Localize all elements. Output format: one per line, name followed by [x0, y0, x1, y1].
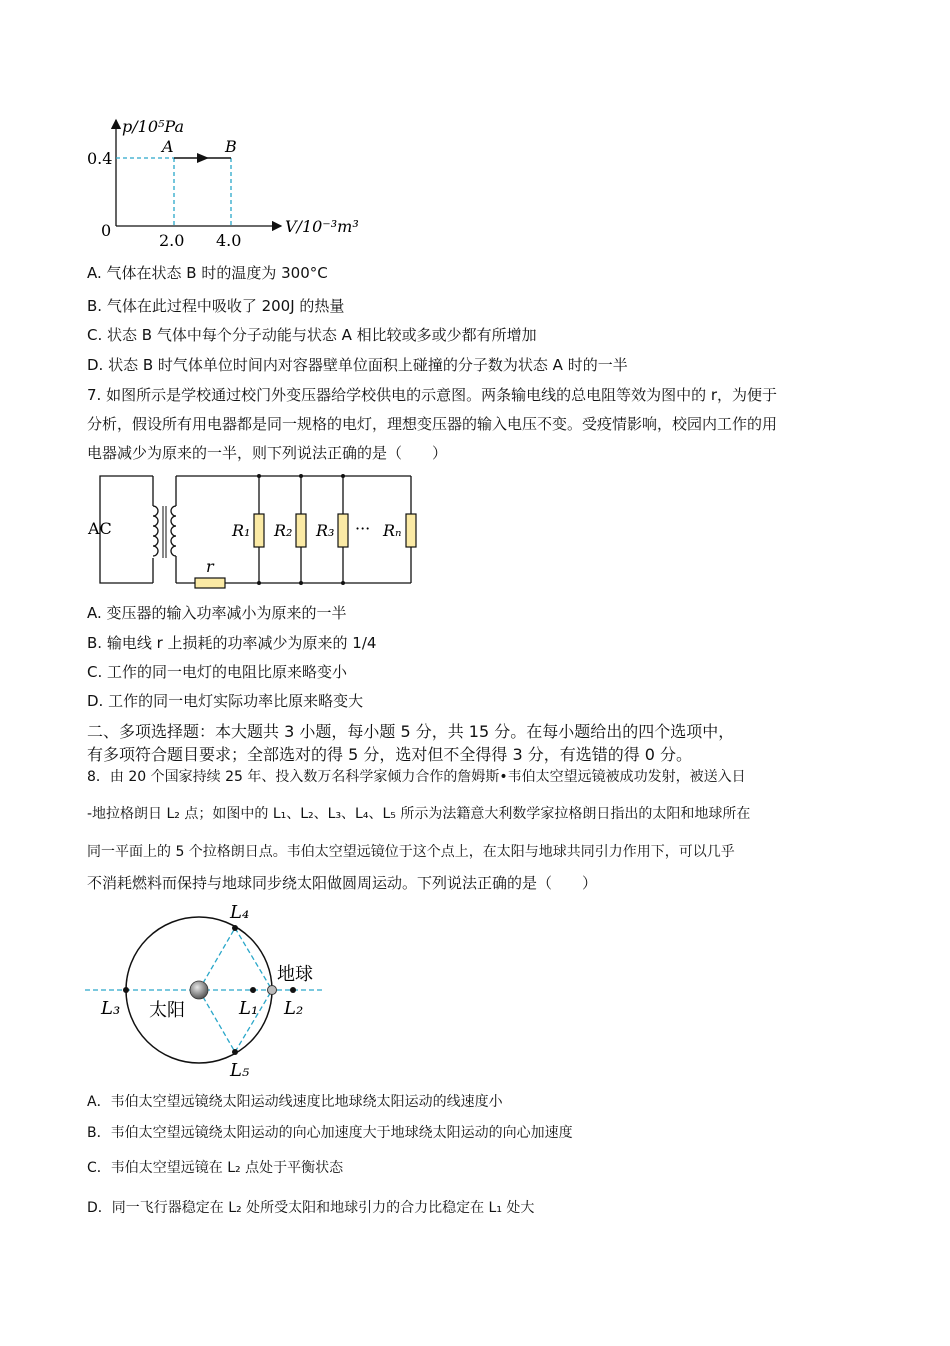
x-axis-label: V/10⁻³m³ — [285, 217, 359, 236]
section-heading: 有多项符合题目要求；全部选对的得 5 分，选对但不全得得 3 分，有选错的得 0 分。 — [87, 745, 693, 764]
transformer-circuit — [85, 468, 425, 593]
point-l1 — [250, 987, 256, 993]
point-l3 — [123, 987, 129, 993]
q7-option-d: D. 工作的同一电灯实际功率比原来略变大 — [87, 692, 364, 710]
q8-stem-line: 8．由 20 个国家持续 25 年、投入数万名科学家倾力合作的詹姆斯•韦伯太空望远镜被成功发射，被送入日 — [87, 769, 746, 785]
q8-option-d: D．同一飞行器稳定在 L₂ 处所受太阳和地球引力的合力比稳定在 L₁ 处大 — [87, 1200, 535, 1216]
q8-option-b: B．韦伯太空望远镜绕太阳运动的向心加速度大于地球绕太阳运动的向心加速度 — [87, 1125, 573, 1141]
ellipsis-label: ··· — [355, 519, 371, 538]
resistor-r1 — [254, 514, 264, 547]
q7-option-c: C. 工作的同一电灯的电阻比原来略变小 — [87, 663, 348, 681]
lagrange-diagram — [85, 898, 335, 1080]
resistor-label: R₂ — [274, 521, 293, 540]
sun-icon — [190, 981, 208, 999]
q6-option-d: D. 状态 B 时气体单位时间内对容器壁单位面积上碰撞的分子数为状态 A 时的一半 — [87, 356, 628, 374]
q7-option-b: B. 输电线 r 上损耗的功率减少为原来的 1/4 — [87, 634, 377, 652]
l2-label: L₂ — [284, 998, 304, 1019]
point-l2 — [290, 987, 296, 993]
pv-graph — [85, 112, 375, 252]
x-tick-label: 2.0 — [159, 231, 185, 250]
resistor-label: Rₙ — [383, 521, 402, 540]
point-l5 — [232, 1049, 238, 1055]
l5-label: L₅ — [230, 1060, 250, 1080]
resistor-r2 — [296, 514, 306, 547]
q8-option-a: A．韦伯太空望远镜绕太阳运动线速度比地球绕太阳运动的线速度小 — [87, 1094, 503, 1110]
x-tick-label: 4.0 — [216, 231, 242, 250]
resistor-r3 — [338, 514, 348, 547]
q7-stem-line: 电器减少为原来的一半，则下列说法正确的是（ ） — [87, 444, 448, 462]
l4-label: L₄ — [230, 902, 250, 923]
earth-label: 地球 — [277, 964, 313, 985]
q7-option-a: A. 变压器的输入功率减小为原来的一半 — [87, 604, 347, 622]
q7-stem-line: 7. 如图所示是学校通过校门外变压器给学校供电的示意图。两条输电线的总电阻等效为图中的 r，为便于 — [87, 386, 778, 404]
q6-option-c: C. 状态 B 气体中每个分子动能与状态 A 相比较或多或少都有所增加 — [87, 326, 537, 344]
q8-stem-line: 不消耗燃料而保持与地球同步绕太阳做圆周运动。下列说法正确的是（ ） — [87, 874, 598, 892]
q6-option-b: B. 气体在此过程中吸收了 200J 的热量 — [87, 297, 345, 315]
q6-option-a: A. 气体在状态 B 时的温度为 300°C — [87, 264, 328, 282]
l3-label: L₃ — [101, 998, 121, 1019]
q8-option-c: C．韦伯太空望远镜在 L₂ 点处于平衡状态 — [87, 1160, 344, 1176]
l1-label: L₁ — [239, 998, 259, 1019]
q7-stem-line: 分析，假设所有用电器都是同一规格的电灯，理想变压器的输入电压不变。受疫情影响，校园内工作的用 — [87, 415, 778, 433]
origin-label: 0 — [101, 221, 112, 240]
q8-stem-line: -地拉格朗日 L₂ 点；如图中的 L₁、L₂、L₃、L₄、L₅ 所示为法籍意大利数学家拉格朗日指出的太阳和地球所在 — [87, 806, 751, 822]
y-axis-label: p/10⁵Pa — [122, 117, 184, 136]
resistor-label: R₁ — [232, 521, 251, 540]
sun-label: 太阳 — [149, 1000, 185, 1021]
resistor-label: R₃ — [316, 521, 335, 540]
earth-icon — [268, 986, 277, 995]
ac-source-label: AC — [88, 519, 112, 538]
line-resistor-label: r — [206, 557, 214, 576]
q8-stem-line: 同一平面上的 5 个拉格朗日点。韦伯太空望远镜位于这个点上，在太阳与地球共同引力作用下，可以几乎 — [87, 844, 735, 860]
y-tick-label: 0.4 — [87, 149, 113, 168]
point-a-label: A — [162, 137, 174, 156]
point-l4 — [232, 925, 238, 931]
point-b-label: B — [225, 137, 237, 156]
line-resistor-r — [195, 578, 225, 588]
resistor-rn — [406, 514, 416, 547]
section-heading: 二、多项选择题：本大题共 3 小题，每小题 5 分，共 15 分。在每小题给出的四个选项中， — [87, 722, 735, 741]
